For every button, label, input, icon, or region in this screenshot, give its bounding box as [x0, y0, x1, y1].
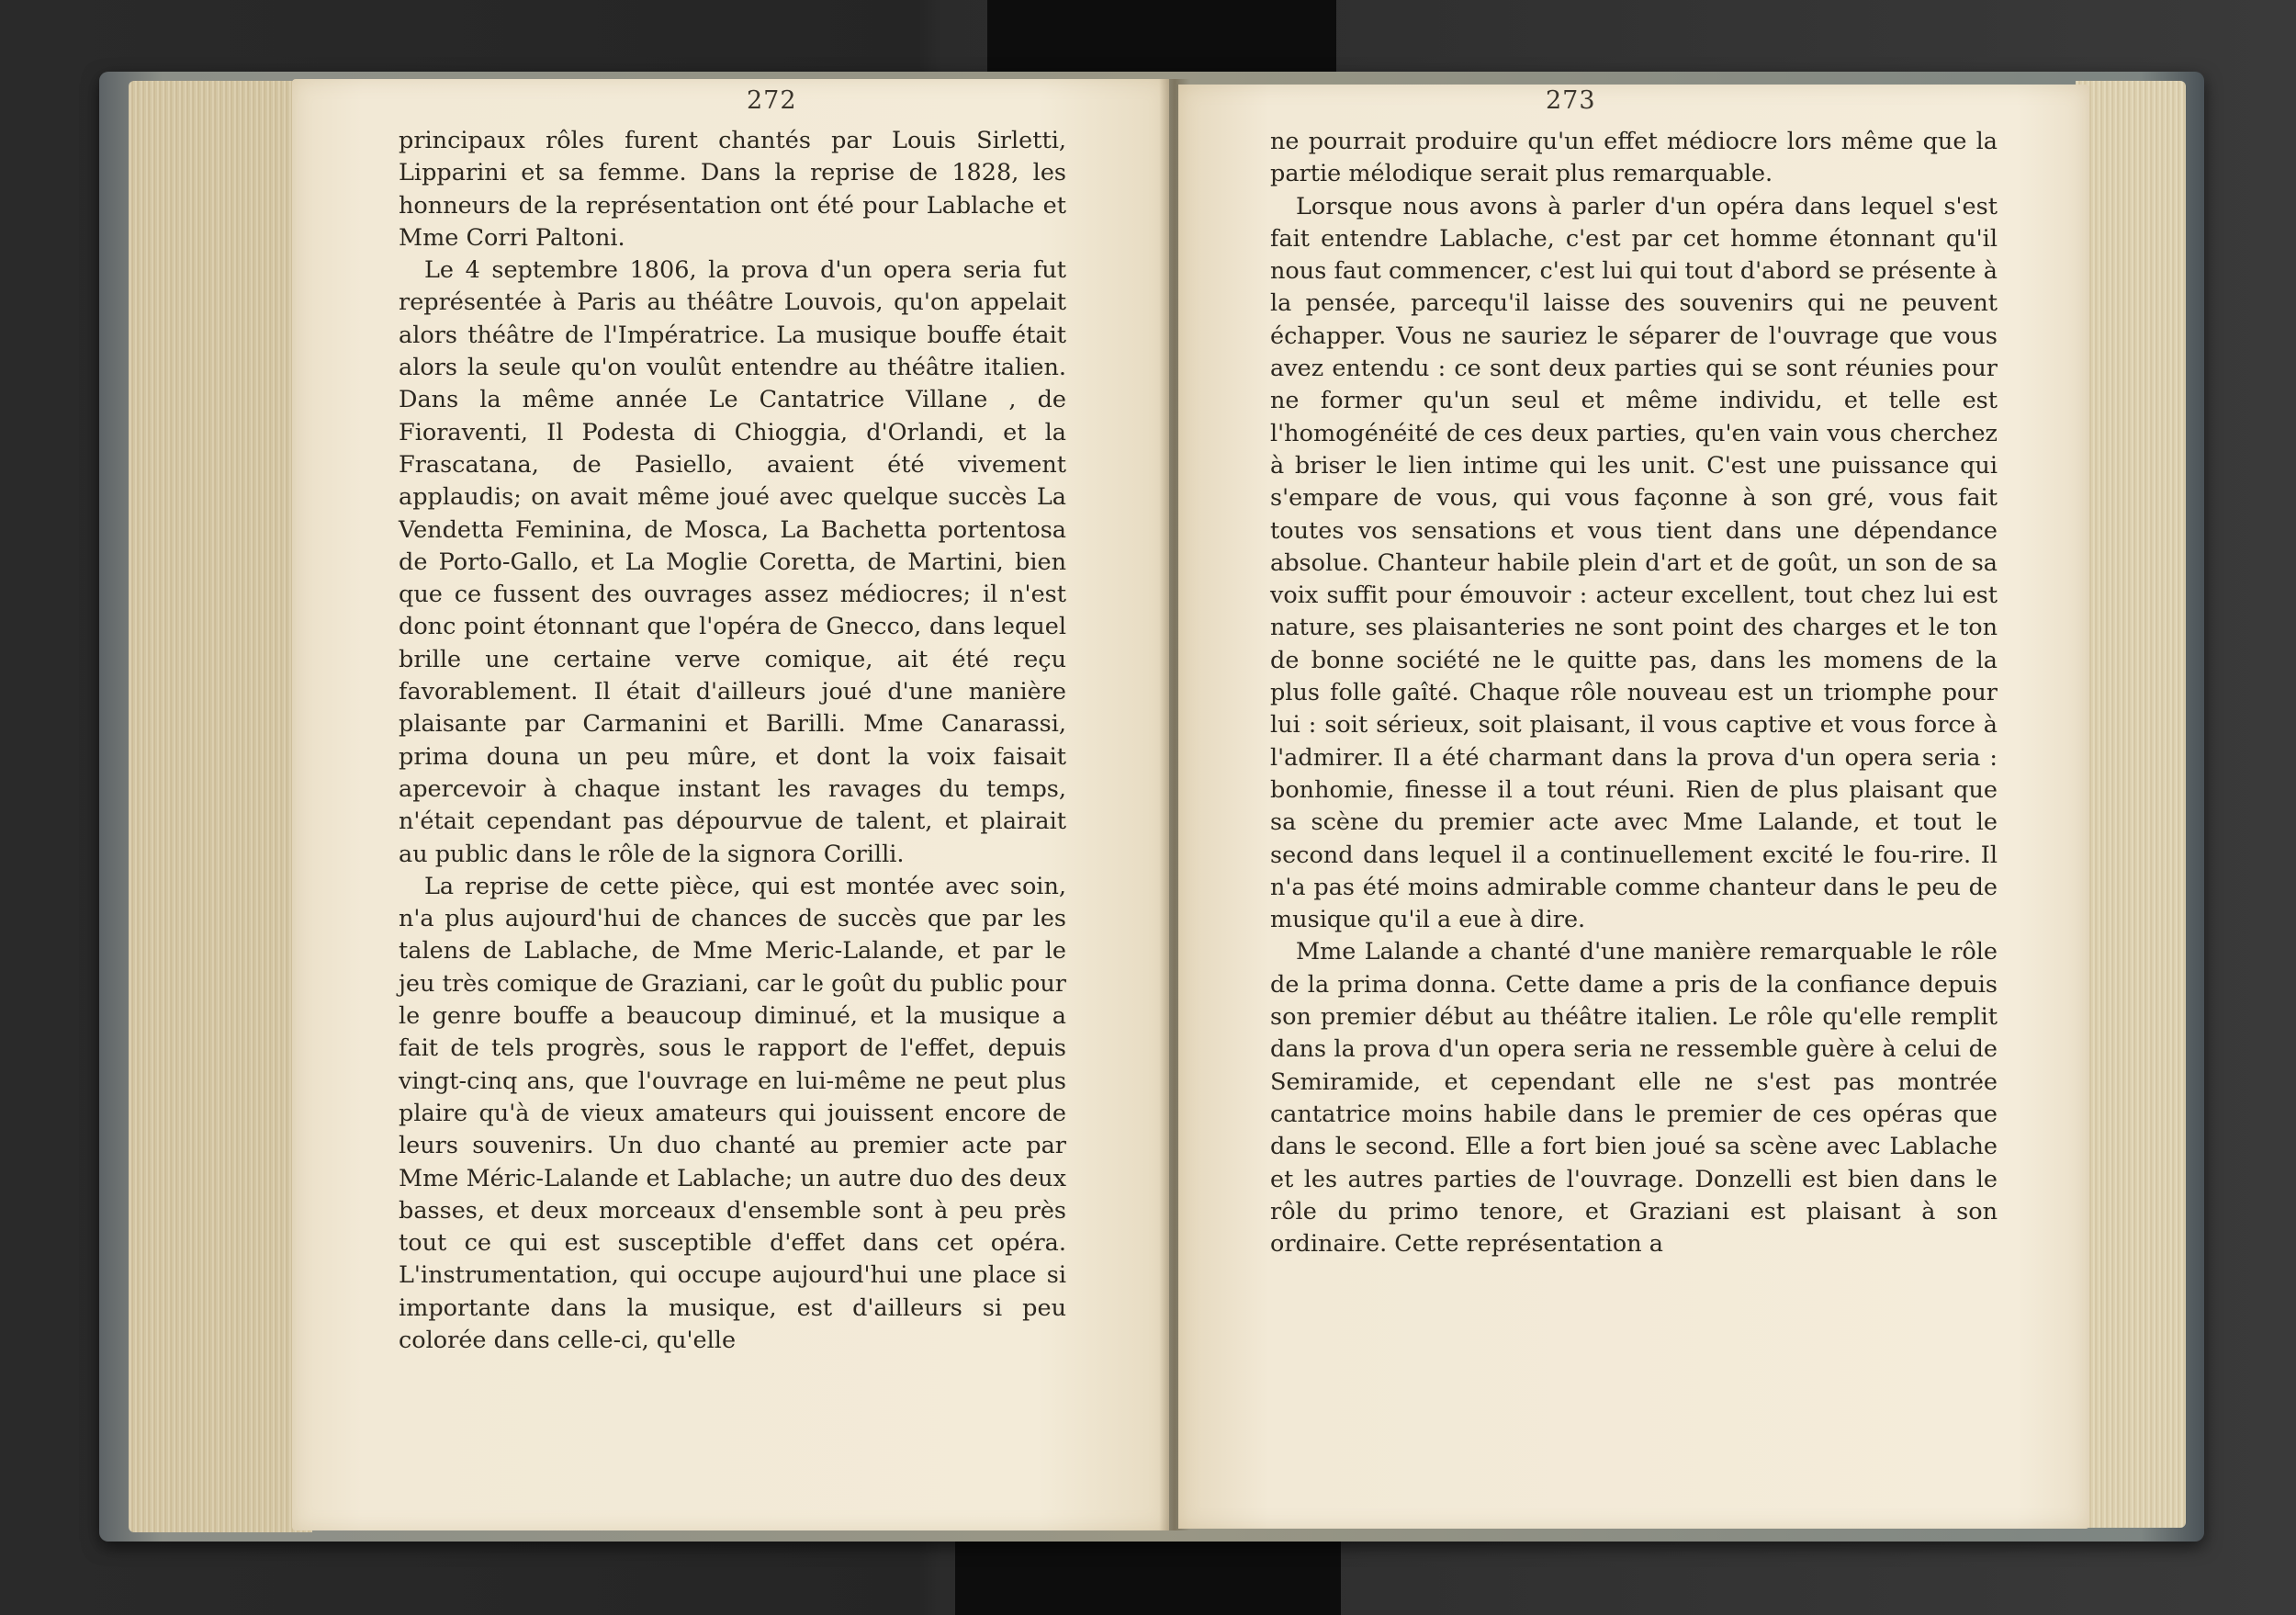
right-paragraph-1: ne pourrait produire qu'un effet médiocre lors même que la partie mélodique serait plus remarquable.: [1270, 128, 1998, 188]
right-page-edges: [2076, 81, 2186, 1528]
left-paragraph-1: principaux rôles furent chantés par Louis Sirletti, Lipparini et sa femme. Dans la reprise de 1828, les honneurs de la représentation ont été pour Lablache et Mme Corri Paltoni.: [399, 127, 1066, 252]
left-page: [292, 79, 1169, 1530]
left-paragraph-3: La reprise de cette pièce, qui est montée avec soin, n'a plus aujourd'hui de chances de succès que par les talens de Lablache, de Mme Meric-Lalande, et par le jeu très comique de Graziani, car le goût du public pour le genre bouffe a beaucoup diminué, et la musique a fait de tels progrès, sous le rapport de l'effet, depuis vingt-cinq ans, que l'ouvrage en lui-même ne peut plus plaire qu'à de vieux amateurs qui jouissent encore de leurs souvenirs. Un duo chanté au premier acte par Mme Méric-Lalande et Lablache; un autre duo des deux basses, et deux morceaux d'ensemble sont à peu près tout ce qui est susceptible d'effet dans cet opéra. L'instrumentation, qui occupe aujourd'hui une place si importante dans la musique, est d'ailleurs si peu colorée dans celle-ci, qu'elle: [399, 872, 1066, 1354]
left-page-text: [399, 125, 1066, 1357]
left-paragraph-2: Le 4 septembre 1806, la prova d'un opera seria fut représentée à Paris au théâtre Louvois, qu'on appelait alors théâtre de l'Impératrice. La musique bouffe était alors la seule qu'on voulût entendre au théâtre italien. Dans la même année Le Cantatrice Villane , de Fioraventi, Il Podesta di Chioggia, d'Orlandi, et la Frascatana, de Pasiello, avaient été vivement applaudis; on avait même joué avec quelque succès La Vendetta Feminina, de Mosca, La Bachetta portentosa de Porto-Gallo, et La Moglie Coretta, de Martini, bien que ce fussent des ouvrages assez médiocres; il n'est donc point étonnant que l'opéra de Gnecco, dans lequel brille une certaine verve comique, ait été reçu favorablement. Il était d'ailleurs joué d'une manière plaisante par Carmanini et Barilli. Mme Canarassi, prima douna un peu mûre, et dont la voix faisait apercevoir à chaque instant les ravages du temps, n'était cependant pas dépourvue de talent, et plairait au public dans le rôle de la signora Corilli.: [399, 256, 1066, 868]
right-page-text: [1270, 126, 1998, 1260]
right-paragraph-3: Mme Lalande a chanté d'une manière remarquable le rôle de la prima donna. Cette dame a pris de la confiance depuis son premier début au théâtre italien. Le rôle qu'elle remplit dans la prova d'un opera seria ne ressemble guère à celui de Semiramide, et cependant elle ne s'est pas montrée cantatrice moins habile dans le premier de ces opéras que dans le second. Elle a fort bien joué sa scène avec Lablache et les autres parties de l'ouvrage. Donzelli est bien dans le rôle du primo tenore, et Graziani est plaisant à son ordinaire. Cette représentation a: [1270, 938, 1998, 1259]
right-page: [1178, 85, 2089, 1529]
left-page-edges: [129, 81, 312, 1532]
left-page-number: 272: [747, 86, 797, 115]
right-page-number: 273: [1546, 86, 1596, 115]
right-paragraph-2: Lorsque nous avons à parler d'un opéra dans lequel s'est fait entendre Lablache, c'est par cet homme étonnant qu'il nous faut commencer, c'est lui qui tout d'abord se présente à la pensée, parcequ'il laisse des souvenirs qui ne peuvent échapper. Vous ne sauriez le séparer de l'ouvrage que vous avez entendu : ce sont deux parties qui se sont réunies pour ne former qu'un seul et même individu, et telle est l'homogénéité de ces deux parties, qu'en vain vous cherchez à briser le lien intime qui les unit. C'est une puissance qui s'empare de vous, qui vous façonne à son gré, vous fait toutes vos sensations et vous tient dans une dépendance absolue. Chanteur habile plein d'art et de goût, un son de sa voix suffit pour émouvoir : acteur excellent, tout chez lui est nature, ses plaisanteries ne sont point des charges et le ton de bonne société ne le quitte pas, dans les momens de la plus folle gaîté. Chaque rôle nouveau est un triomphe pour lui : soit sérieux, soit plaisant, il vous captive et vous force à l'admirer. Il a été charmant dans la prova d'un opera seria : bonhomie, finesse il a tout réuni. Rien de plus plaisant que sa scène du premier acte avec Mme Lalande, et tout le second dans lequel il a continuellement excité le fou-rire. Il n'a pas été moins admirable comme chanteur dans le peu de musique qu'il a eue à dire.: [1270, 192, 1998, 934]
